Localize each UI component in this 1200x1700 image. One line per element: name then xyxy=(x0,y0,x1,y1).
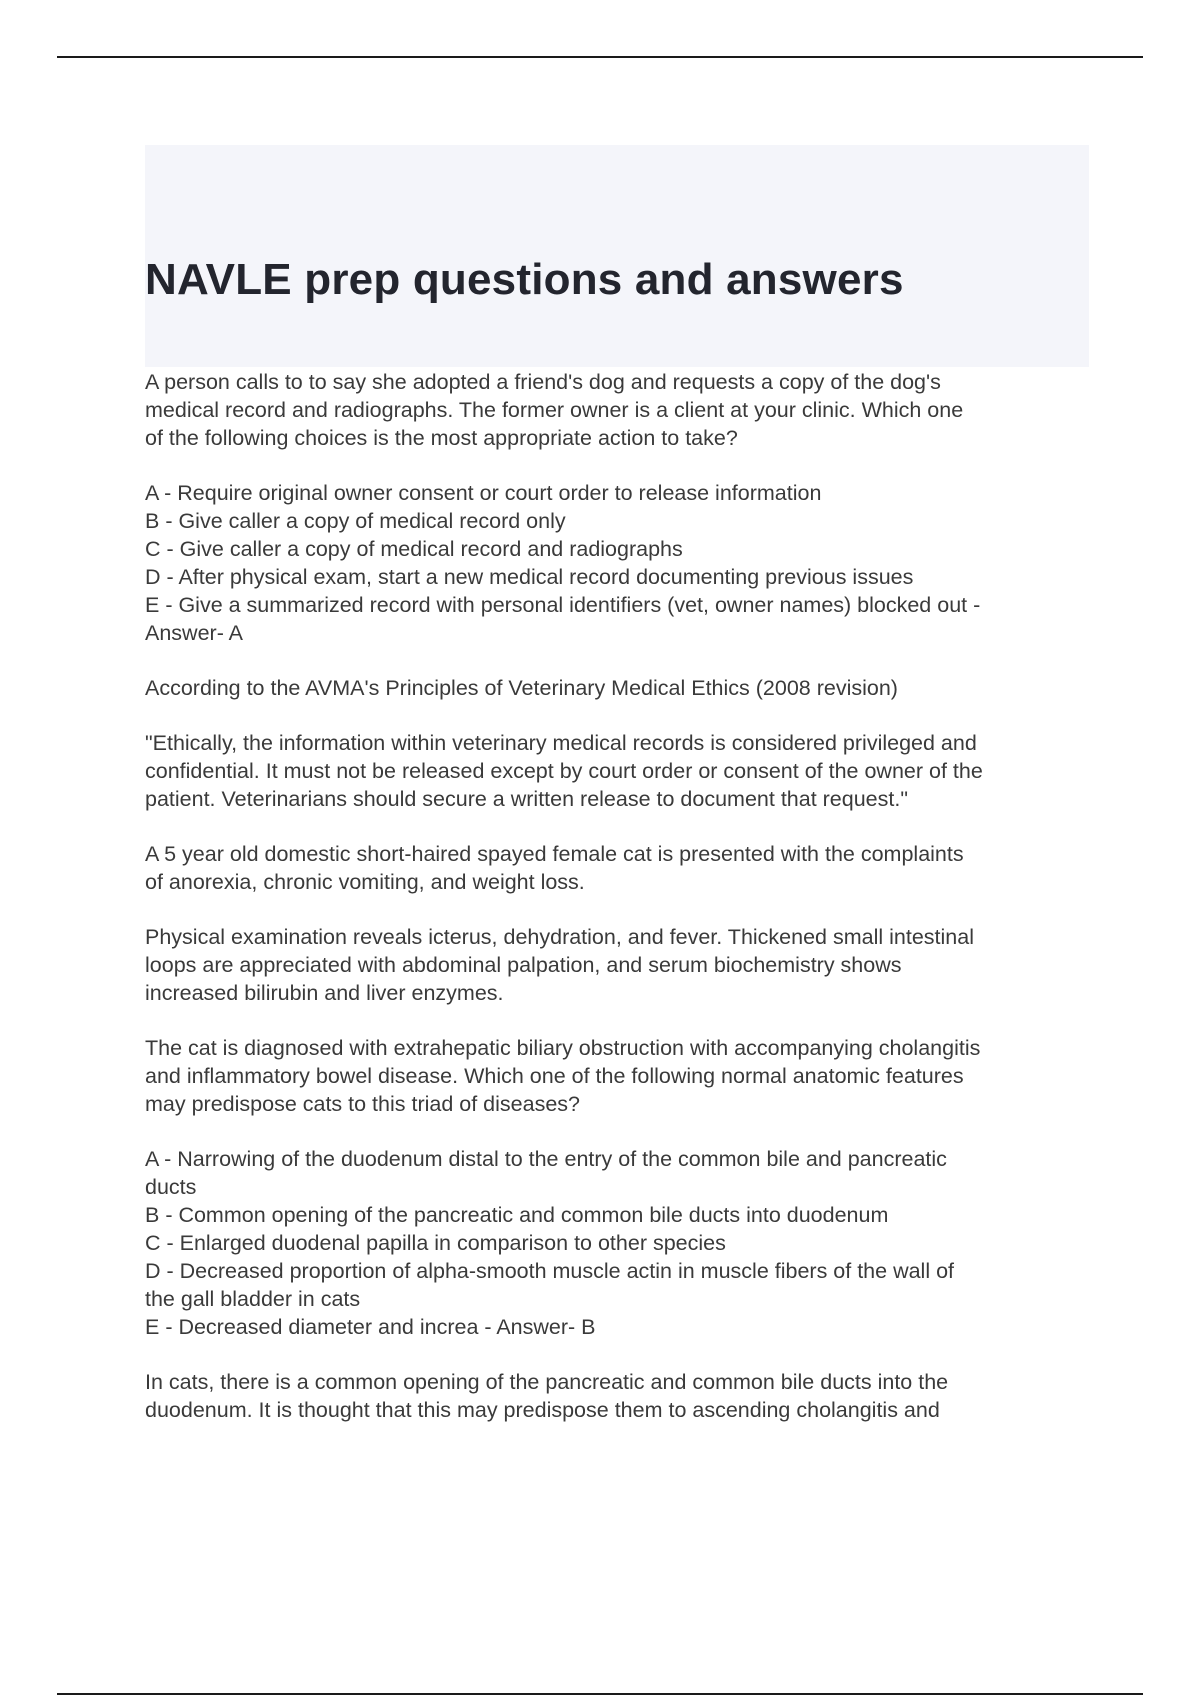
explanation-2 xyxy=(145,1368,1095,1424)
choice-c: C - Give caller a copy of medical record and radiographs xyxy=(145,537,683,561)
text-line: of the following choices is the most appropriate action to take? xyxy=(145,426,738,450)
text-line: The cat is diagnosed with extrahepatic biliary obstruction with accompanying cholangitis xyxy=(145,1036,981,1060)
question-2-stem-part-1 xyxy=(145,840,1095,896)
text-line: A person calls to to say she adopted a friend's dog and requests a copy of the dog's xyxy=(145,370,941,394)
question-1-choices xyxy=(145,479,1095,647)
text-line: confidential. It must not be released except by court order or consent of the owner of the xyxy=(145,759,983,783)
text-line: loops are appreciated with abdominal palpation, and serum biochemistry shows xyxy=(145,953,902,977)
text-line: A 5 year old domestic short-haired spayed female cat is presented with the complaints xyxy=(145,842,964,866)
choice-a: A - Narrowing of the duodenum distal to the entry of the common bile and pancreatic xyxy=(145,1147,947,1171)
choice-a: A - Require original owner consent or court order to release information xyxy=(145,481,822,505)
choice-e-answer: E - Decreased diameter and increa - Answer- B xyxy=(145,1315,596,1339)
choice-e: E - Give a summarized record with personal identifiers (vet, owner names) blocked out - xyxy=(145,593,981,617)
choice-b: B - Give caller a copy of medical record only xyxy=(145,509,566,533)
bottom-rule xyxy=(57,1693,1143,1695)
choice-a-cont: ducts xyxy=(145,1175,197,1199)
text-line: "Ethically, the information within veterinary medical records is considered privileged and xyxy=(145,731,977,755)
text-line: may predispose cats to this triad of diseases? xyxy=(145,1092,580,1116)
choice-d: D - After physical exam, start a new medical record documenting previous issues xyxy=(145,565,914,589)
question-1-stem xyxy=(145,368,1095,452)
question-2-stem-part-2 xyxy=(145,923,1095,1007)
explanation-1-source xyxy=(145,674,1095,702)
text-line: Physical examination reveals icterus, dehydration, and fever. Thickened small intestinal xyxy=(145,925,974,949)
text-line: medical record and radiographs. The former owner is a client at your clinic. Which one xyxy=(145,398,964,422)
choice-d-cont: the gall bladder in cats xyxy=(145,1287,361,1311)
top-rule xyxy=(57,56,1143,58)
text-line: duodenum. It is thought that this may predispose them to ascending cholangitis and xyxy=(145,1398,940,1422)
document-body xyxy=(145,368,1095,1451)
question-2-stem-part-3 xyxy=(145,1034,1095,1118)
answer: Answer- A xyxy=(145,621,243,645)
question-2-choices xyxy=(145,1145,1095,1341)
text-line: increased bilirubin and liver enzymes. xyxy=(145,981,504,1005)
document-title: NAVLE prep questions and answers xyxy=(145,255,904,304)
text-line: patient. Veterinarians should secure a written release to document that request." xyxy=(145,787,908,811)
choice-c: C - Enlarged duodenal papilla in comparison to other species xyxy=(145,1231,726,1255)
choice-b: B - Common opening of the pancreatic and common bile ducts into duodenum xyxy=(145,1203,889,1227)
text-line: In cats, there is a common opening of the pancreatic and common bile ducts into the xyxy=(145,1370,949,1394)
text-line: of anorexia, chronic vomiting, and weight loss. xyxy=(145,870,585,894)
text-line: According to the AVMA's Principles of Veterinary Medical Ethics (2008 revision) xyxy=(145,676,898,700)
text-line: and inflammatory bowel disease. Which one of the following normal anatomic features xyxy=(145,1064,964,1088)
choice-d: D - Decreased proportion of alpha-smooth muscle actin in muscle fibers of the wall of xyxy=(145,1259,955,1283)
explanation-1-quote xyxy=(145,729,1095,813)
